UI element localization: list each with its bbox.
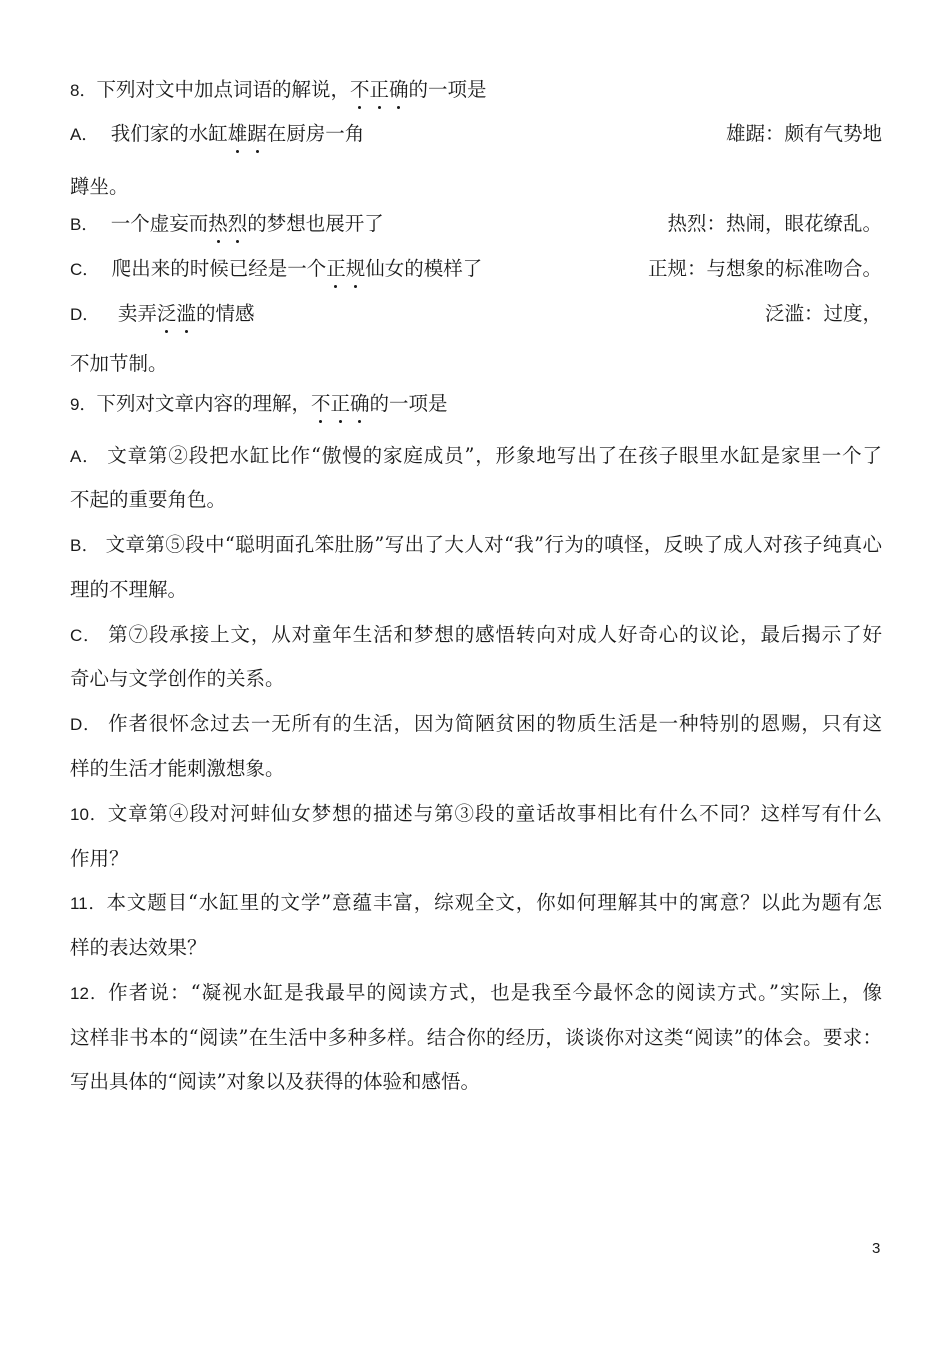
q8-option-a-gloss: 雄踞：颇有气势地 [725, 122, 882, 145]
q8-option-d: D． 卖弄泛滥的情感 [70, 302, 255, 325]
q12-number: 12． [70, 984, 109, 1003]
q12-stem: 12．作者说：“凝视水缸是我最早的阅读方式，也是我至今最怀念的阅读方式。”实际上，像 [70, 981, 882, 1004]
q11-stem: 11．本文题目“水缸里的文学”意蕴丰富，综观全文，你如何理解其中的寓意？以此为题有怎 [70, 891, 882, 914]
q9-option-b: B． 文章第⑤段中“聪明面孔笨肚肠”写出了大人对“我”行为的嗔怪，反映了成人对孩子纯真心 [70, 533, 882, 556]
q8-option-b: B． 一个虚妄而热烈的梦想也展开了 [70, 212, 384, 235]
q8-stem: 8．下列对文中加点词语的解说，不正确的一项是 [70, 78, 487, 101]
q10-stem-cont: 作用？ [70, 847, 129, 870]
q9-option-d: D． 作者很怀念过去一无所有的生活，因为简陋贫困的物质生活是一种特别的恩赐，只有这 [70, 712, 882, 735]
q9-option-a-cont: 不起的重要角色。 [70, 488, 227, 511]
q9-option-a: A． 文章第②段把水缸比作“傲慢的家庭成员”，形象地写出了在孩子眼里水缸是家里一个了 [70, 444, 882, 467]
q10-stem: 10．文章第④段对河蚌仙女梦想的描述与第③段的童话故事相比有什么不同？这样写有什么 [70, 802, 882, 825]
q9-option-b-cont: 理的不理解。 [70, 578, 188, 601]
q8-option-d-gloss: 泛滥：过度， [764, 302, 882, 325]
q8-number: 8． [70, 81, 97, 100]
q11-number: 11． [70, 894, 107, 913]
q8-option-c: C． 爬出来的时候已经是一个正规仙女的模样了 [70, 257, 483, 280]
q8-option-c-gloss: 正规：与想象的标准吻合。 [647, 257, 882, 280]
q12-stem-cont-2: 写出具体的“阅读”对象以及获得的体验和感悟。 [70, 1070, 480, 1093]
q8-option-a-gloss-cont: 蹲坐。 [70, 175, 129, 198]
q9-stem: 9．下列对文章内容的理解，不正确的一项是 [70, 392, 448, 415]
q8-option-d-gloss-cont: 不加节制。 [70, 352, 168, 375]
page-number: 3 [872, 1240, 881, 1257]
q10-number: 10． [70, 805, 108, 824]
q12-stem-cont-1: 这样非书本的“阅读”在生活中多种多样。结合你的经历，谈谈你对这类“阅读”的体会。要求： [70, 1026, 882, 1049]
q8-option-b-gloss: 热烈：热闹，眼花缭乱。 [667, 212, 882, 235]
q8-option-a: A． 我们家的水缸雄踞在厨房一角 [70, 122, 365, 145]
q11-stem-cont: 样的表达效果？ [70, 936, 207, 959]
q9-option-d-cont: 样的生活才能刺激想象。 [70, 757, 285, 780]
q9-option-c: C． 第⑦段承接上文，从对童年生活和梦想的感悟转向对成人好奇心的议论，最后揭示了好 [70, 623, 882, 646]
q9-option-c-cont: 奇心与文学创作的关系。 [70, 667, 285, 690]
q9-number: 9． [70, 395, 97, 414]
